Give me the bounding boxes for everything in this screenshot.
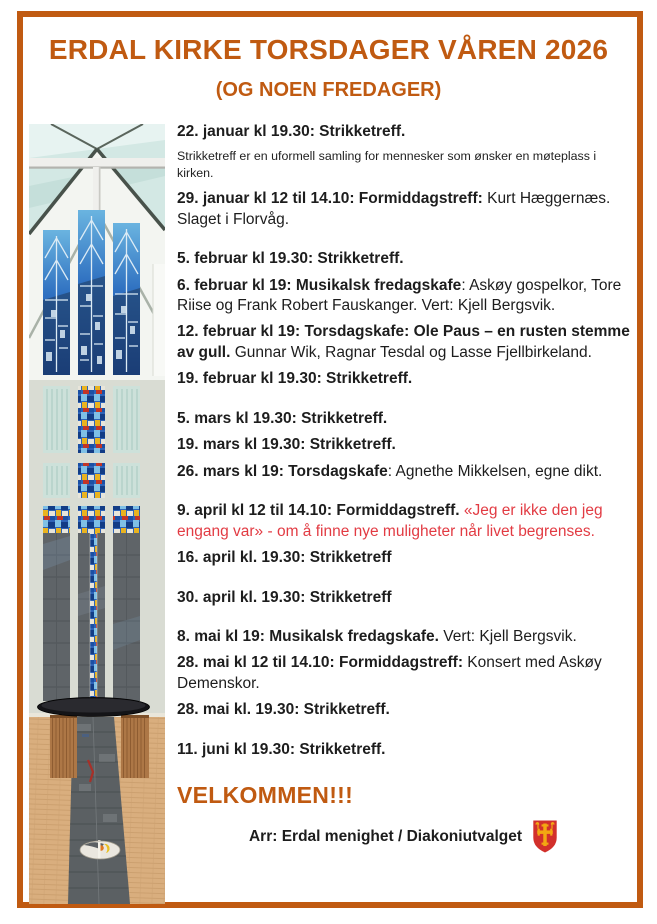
event-segment: «Jeg er ikke den jeg engang var» - om å finne nye muligheter når livet begrenses. — [177, 502, 603, 540]
event-segment: 19. mars kl 19.30: Strikketreff. — [177, 436, 396, 454]
blue-window-right — [113, 223, 140, 375]
event-segment: 5. mars kl 19.30: Strikketreff. — [177, 409, 388, 427]
header — [40, 34, 617, 102]
event-line — [177, 369, 630, 389]
event-line — [177, 249, 630, 269]
event-line — [177, 148, 630, 181]
event-segment: 30. april kl. 19.30: Strikketreff — [177, 588, 392, 606]
welcome-text: VELKOMMEN!!! — [177, 782, 354, 809]
event-line — [177, 409, 630, 429]
event-segment: Gunnar Wik, Ragnar Tesdal og Lasse Fjellbirkeland. — [230, 343, 592, 361]
church-interior-photo — [29, 124, 165, 904]
event-line — [177, 435, 630, 455]
event-segment: 16. april kl. 19.30: Strikketreff — [177, 549, 392, 567]
event-line — [177, 588, 630, 608]
event-segment: 19. februar kl 19.30: Strikketreff. — [177, 370, 413, 388]
event-line — [177, 322, 630, 363]
event-line — [177, 740, 630, 760]
event-segment: 28. mai kl. 19.30: Strikketreff. — [177, 701, 390, 719]
events-column — [177, 122, 630, 855]
organizer-text: Arr: Erdal menighet / Diakoniutvalget — [248, 827, 523, 845]
events-list — [177, 122, 630, 760]
event-segment: 9. april kl 12 til 14.10: Formiddagstreff. — [177, 502, 460, 520]
event-segment: 28. mai kl 12 til 14.10: Formiddagstreff: — [177, 654, 463, 672]
event-segment: : Agnethe Mikkelsen, egne dikt. — [387, 462, 603, 480]
event-line — [177, 122, 630, 142]
event-segment: 26. mars kl 19: Torsdagskafe — [177, 462, 388, 480]
event-segment: Konsert med Askøy Demenskor. — [177, 654, 602, 692]
blue-window-left — [43, 230, 70, 375]
event-line — [177, 462, 630, 482]
page-title: ERDAL KIRKE TORSDAGER VÅREN 2026 — [48, 34, 609, 65]
black-table-top — [38, 698, 150, 717]
event-segment: Kurt Hæggernæs. Slaget i Florvåg. — [177, 190, 611, 228]
event-segment: 29. januar kl 12 til 14.10: Formiddagstreff: — [177, 190, 483, 208]
event-segment: 22. januar kl 19.30: Strikketreff. — [177, 123, 406, 140]
page-subtitle: (OG NOEN FREDAGER) — [215, 79, 442, 101]
event-line — [177, 501, 630, 542]
event-line — [177, 627, 630, 647]
event-segment: 5. februar kl 19.30: Strikketreff. — [177, 250, 404, 268]
event-line — [177, 548, 630, 568]
organizer-row — [177, 818, 630, 855]
event-segment: 11. juni kl 19.30: Strikketreff. — [177, 740, 386, 758]
event-segment: 12. februar kl 19: Torsdagskafe: Ole Paus – en rusten stemme av gull. — [177, 323, 630, 361]
event-line — [177, 700, 630, 720]
blue-window-center — [78, 210, 105, 375]
event-segment: : Askøy gospelkor, Tore Riise og Frank Robert Fauskanger. Vert: Kjell Bergsvik. — [177, 276, 622, 315]
dark-tile-column — [43, 533, 140, 701]
church-of-norway-logo — [532, 818, 558, 855]
event-segment: 6. februar kl 19: Musikalsk fredagskafe — [177, 276, 462, 294]
event-segment: Strikketreff er en uformell samling for mennesker som ønsker en møteplass i kirken. — [177, 149, 597, 180]
event-segment: Vert: Kjell Bergsvik. — [438, 628, 577, 645]
event-line — [177, 189, 630, 230]
event-segment: 8. mai kl 19: Musikalsk fredagskafe. — [177, 628, 439, 645]
event-line — [177, 276, 630, 317]
event-line — [177, 653, 630, 694]
